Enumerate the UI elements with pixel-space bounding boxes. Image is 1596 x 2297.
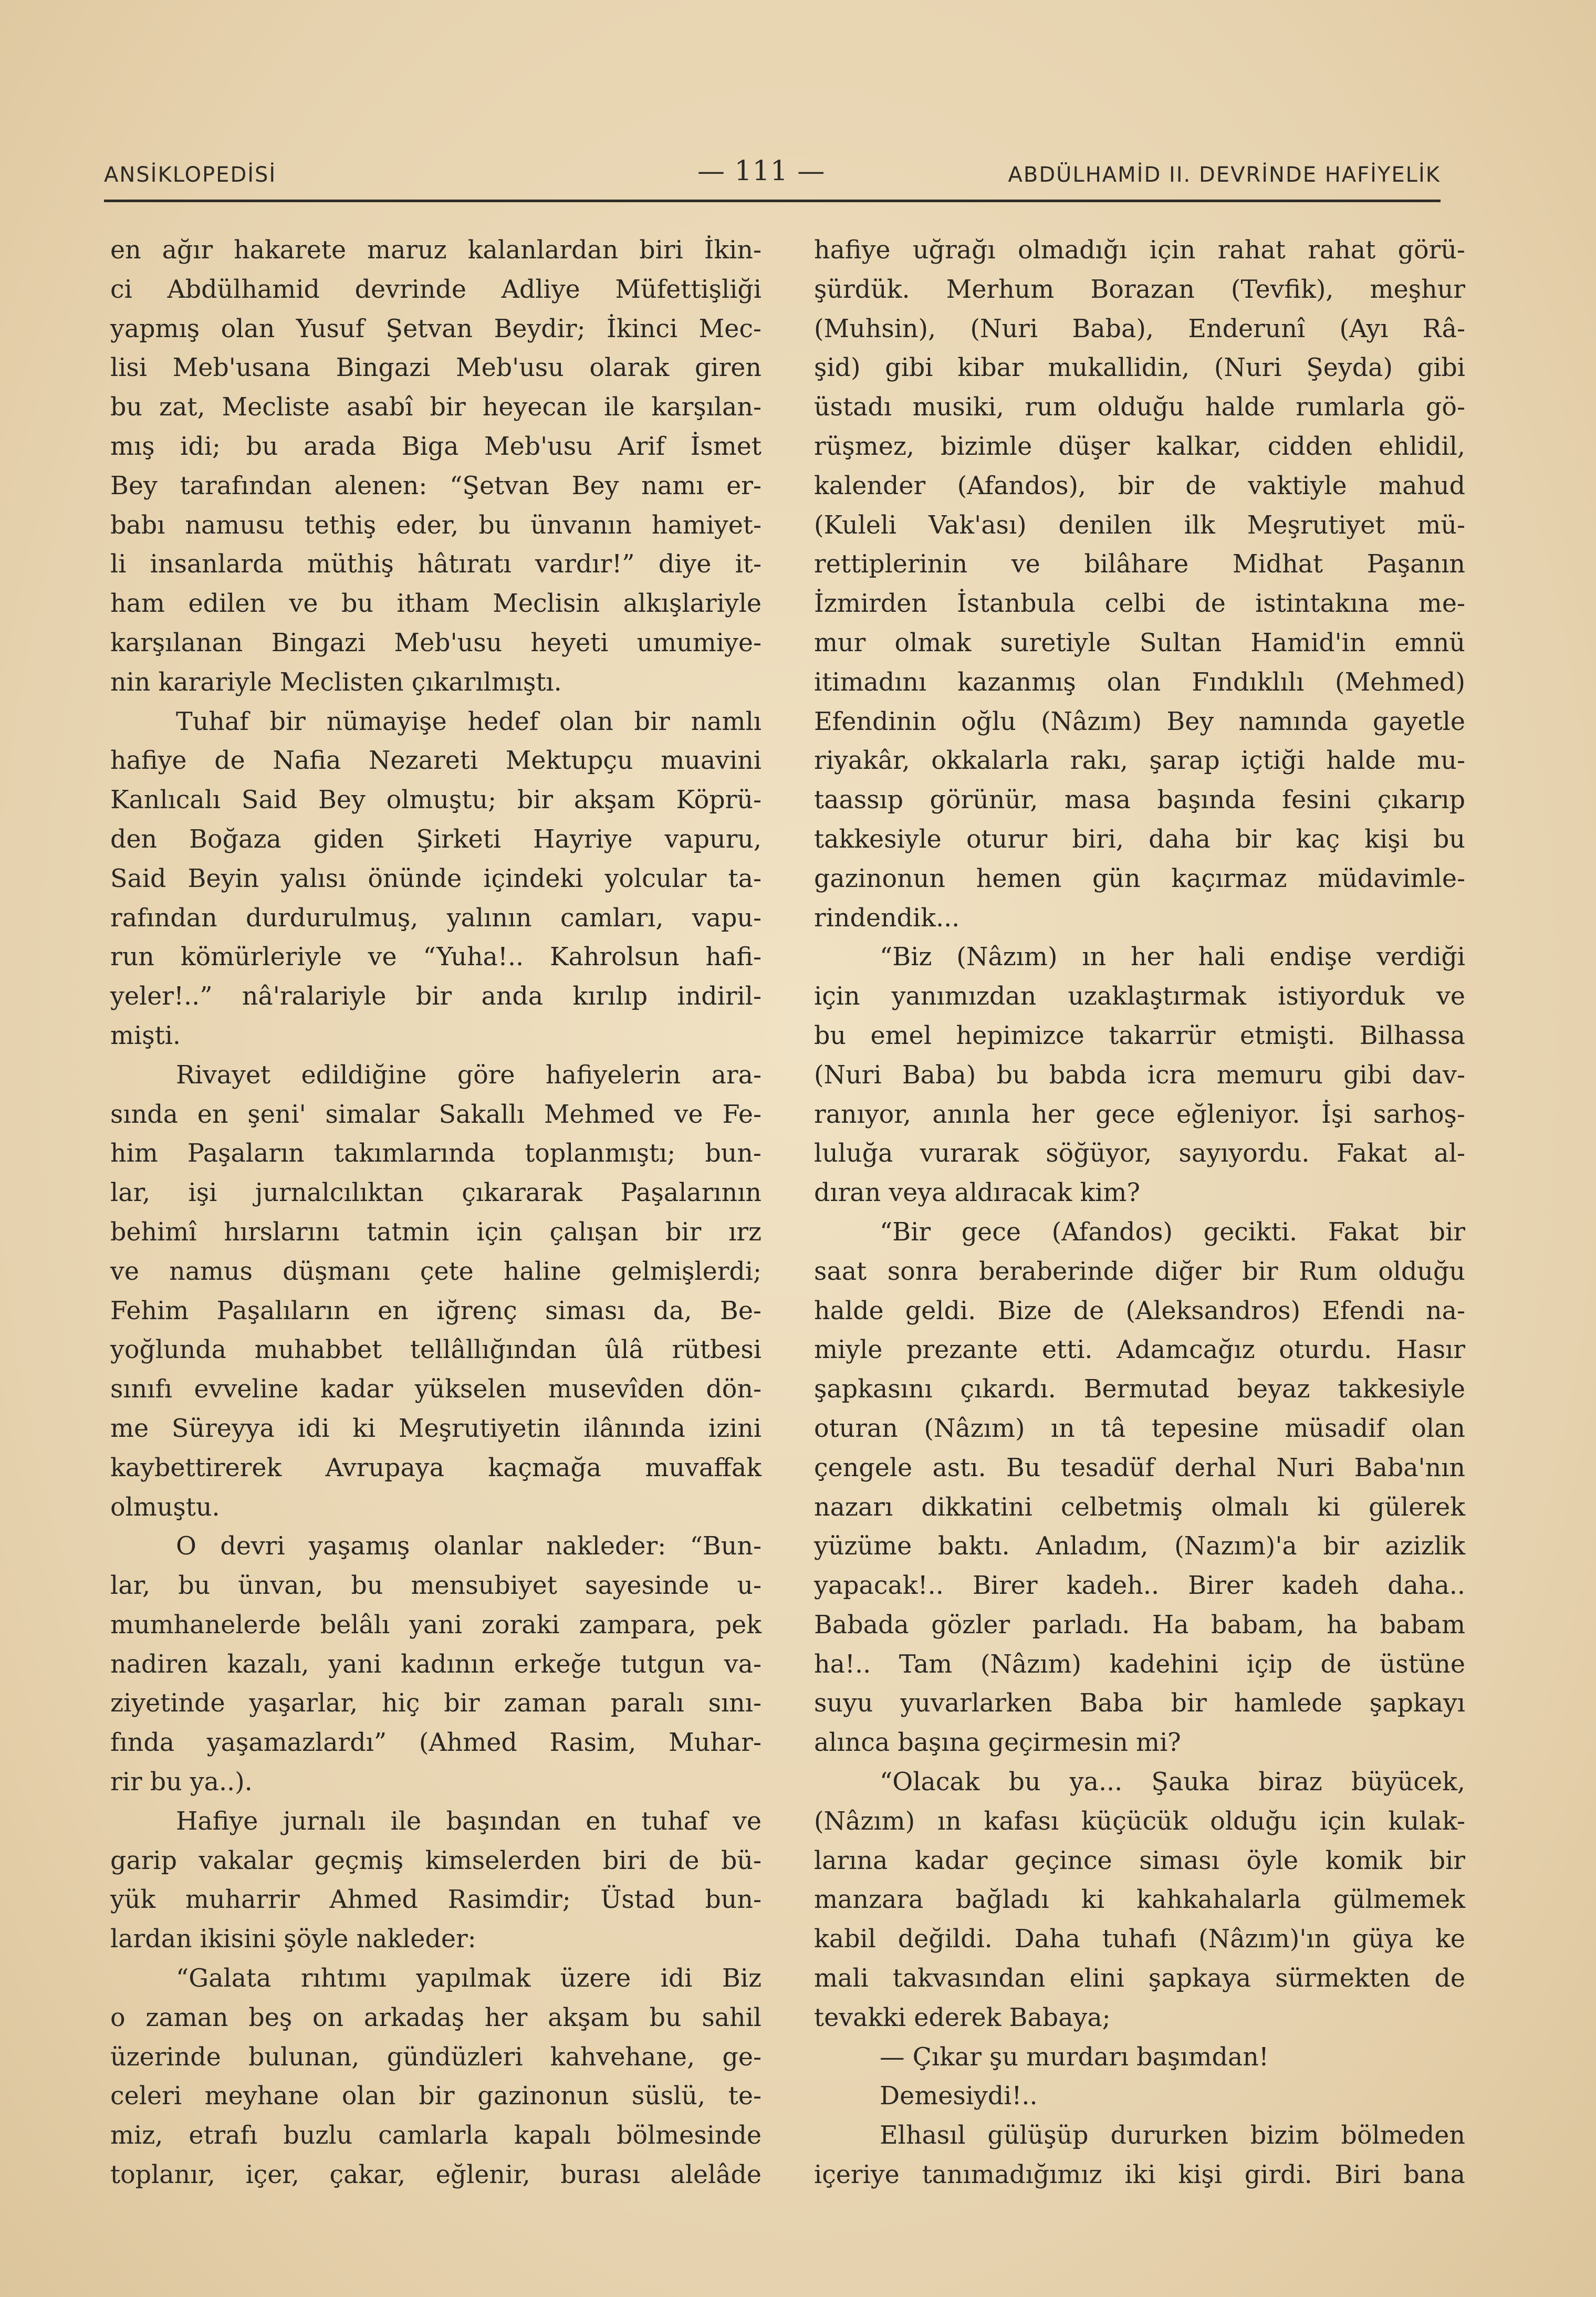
text-line: hafiye uğrağı olmadığı için rahat rahat görü- (814, 236, 1465, 265)
text-line: mur olmak suretiyle Sultan Hamid'in emnü (814, 628, 1465, 657)
text-line: o zaman beş on arkadaş her akşam bu sahil (110, 2003, 762, 2032)
text-line: ve namus düşmanı çete haline gelmişlerdi; (110, 1257, 762, 1286)
text-line: Rivayet edildiğine göre hafiyelerin ara- (176, 1060, 762, 1090)
text-line: rettiplerinin ve bilâhare Midhat Paşanın (814, 550, 1465, 579)
text-line: (Muhsin), (Nuri Baba), Enderunî (Ayı Râ- (814, 314, 1465, 343)
text-line: rir bu ya..). (110, 1768, 253, 1797)
text-line: nadiren kazalı, yani kadının erkeğe tutgun va- (110, 1649, 762, 1679)
text-line: li insanlarda müthiş hâtıratı vardır!” diye it- (110, 550, 762, 579)
text-line: miz, etrafı buzlu camlarla kapalı bölmesinde (110, 2121, 762, 2150)
text-line: luluğa vurarak söğüyor, sayıyordu. Fakat al- (814, 1139, 1465, 1168)
text-line: — Çıkar şu murdarı başımdan! (880, 2042, 1269, 2072)
text-line: üzerinde bulunan, gündüzleri kahvehane, ge- (110, 2042, 762, 2072)
text-line: lar, bu ünvan, bu mensubiyet sayesinde u- (110, 1571, 762, 1601)
page-header (104, 152, 1441, 200)
page-number: — 111 — (697, 155, 826, 187)
text-line: lar, işi jurnalcılıktan çıkararak Paşalarının (110, 1178, 762, 1208)
text-line: şapkasını çıkardı. Bermutad beyaz takkesiyle (814, 1375, 1465, 1404)
text-line: Said Beyin yalısı önünde içindeki yolcular ta- (110, 864, 762, 893)
text-line: bu emel hepimizce takarrür etmişti. Bilhassa (814, 1021, 1465, 1050)
text-line: babı namusu tethiş eder, bu ünvanın hamiyet- (110, 510, 762, 540)
text-line: “Olacak bu ya... Şauka biraz büyücek, (880, 1768, 1465, 1797)
text-line: yapacak!.. Birer kadeh.. Birer kadeh daha.. (814, 1571, 1465, 1601)
text-line: dıran veya aldıracak kim? (814, 1178, 1140, 1208)
text-line: ci Abdülhamid devrinde Adliye Müfettişliği (110, 275, 762, 304)
text-line: Demesiydi!.. (880, 2082, 1038, 2111)
text-line: oturan (Nâzım) ın tâ tepesine müsadif olan (814, 1414, 1465, 1443)
text-line: rüşmez, bizimle düşer kalkar, cidden ehlidil, (814, 432, 1465, 461)
header-rule (104, 200, 1441, 202)
text-line: (Nâzım) ın kafası küçücük olduğu için kulak- (814, 1807, 1465, 1836)
text-line: yük muharrir Ahmed Rasimdir; Üstad bun- (110, 1885, 762, 1915)
text-line: Kanlıcalı Said Bey olmuştu; bir akşam Köprü- (110, 786, 762, 815)
running-title-left: ANSİKLOPEDİSİ (104, 163, 277, 187)
text-line: itimadını kazanmış olan Fındıklılı (Mehmed) (814, 667, 1465, 697)
text-line: şid) gibi kibar mukallidin, (Nuri Şeyda) gibi (814, 353, 1465, 383)
text-line: ziyetinde yaşarlar, hiç bir zaman paralı sını- (110, 1689, 762, 1718)
text-line: ranıyor, anınla her gece eğleniyor. İşi sarhoş- (814, 1100, 1465, 1129)
text-line: Hafiye jurnalı ile başından en tuhaf ve (176, 1807, 762, 1836)
text-line: sında en şeni' simalar Sakallı Mehmed ve Fe- (110, 1100, 762, 1129)
text-line: “Galata rıhtımı yapılmak üzere idi Biz (176, 1964, 762, 1993)
text-line: riyakâr, okkalarla rakı, şarap içtiği halde mu- (814, 746, 1465, 776)
text-line: nazarı dikkatini celbetmiş olmalı ki gülerek (814, 1492, 1465, 1522)
text-line: hafiye de Nafia Nezareti Mektupçu muavini (110, 746, 762, 776)
text-line: mişti. (110, 1021, 181, 1050)
text-line: den Boğaza giden Şirketi Hayriye vapuru, (110, 824, 762, 854)
text-line: yüzüme baktı. Anladım, (Nazım)'a bir azizlik (814, 1532, 1465, 1561)
text-line: “Bir gece (Afandos) gecikti. Fakat bir (880, 1217, 1465, 1247)
text-line: fında yaşamazlardı” (Ahmed Rasim, Muhar- (110, 1728, 762, 1758)
text-line: run kömürleriyle ve “Yuha!.. Kahrolsun hafi- (110, 943, 762, 972)
text-line: içeriye tanımadığımız iki kişi girdi. Biri bana (814, 2160, 1465, 2190)
text-line: larına kadar geçince siması öyle komik bir (814, 1846, 1465, 1875)
text-line: rafından durdurulmuş, yalının camları, vapu- (110, 903, 762, 933)
text-line: takkesiyle oturur biri, daha bir kaç kişi bu (814, 824, 1465, 854)
text-line: Elhasıl gülüşüp dururken bizim bölmeden (880, 2121, 1465, 2150)
text-line: en ağır hakarete maruz kalanlardan biri İkin- (110, 236, 762, 265)
text-line: him Paşaların takımlarında toplanmıştı; bun- (110, 1139, 762, 1168)
text-line: rindendik... (814, 903, 960, 933)
text-line: üstadı musiki, rum olduğu halde rumlarla gö- (814, 393, 1465, 422)
text-line: gazinonun hemen gün kaçırmaz müdavimle- (814, 864, 1465, 893)
running-title-right: ABDÜLHAMİD II. DEVRİNDE HAFİYELİK (1008, 163, 1441, 187)
text-line: (Nuri Baba) bu babda icra memuru gibi dav- (814, 1060, 1465, 1090)
text-line: Tuhaf bir nümayişe hedef olan bir namlı (176, 707, 762, 736)
text-line: kalender (Afandos), bir de vaktiyle mahud (814, 471, 1465, 500)
text-line: toplanır, içer, çakar, eğlenir, burası alelâde (110, 2160, 762, 2190)
text-line: mış idi; bu arada Biga Meb'usu Arif İsmet (110, 432, 762, 461)
text-line: olmuştu. (110, 1492, 220, 1522)
text-line: mali takvasından elini şapkaya sürmekten de (814, 1964, 1465, 1993)
text-line: celeri meyhane olan bir gazinonun süslü, te- (110, 2082, 762, 2111)
text-line: manzara bağladı ki kahkahalarla gülmemek (814, 1885, 1465, 1915)
text-line: ha!.. Tam (Nâzım) kadehini içip de üstüne (814, 1649, 1465, 1679)
text-line: Efendinin oğlu (Nâzım) Bey namında gayetle (814, 707, 1465, 736)
text-line: İzmirden İstanbula celbi de istintakına me- (814, 589, 1465, 619)
text-line: Fehim Paşalıların en iğrenç siması da, Be- (110, 1296, 762, 1325)
text-line: Babada gözler parladı. Ha babam, ha babam (814, 1610, 1465, 1640)
text-line: taassıp görünür, masa başında fesini çıkarıp (814, 786, 1465, 815)
text-line: halde geldi. Bize de (Aleksandros) Efendi na- (814, 1296, 1465, 1325)
text-line: kabil değildi. Daha tuhafı (Nâzım)'ın güya ke (814, 1925, 1465, 1954)
text-line: nin karariyle Meclisten çıkarılmıştı. (110, 667, 562, 697)
text-line: “Biz (Nâzım) ın her hali endişe verdiği (880, 943, 1465, 972)
text-line: alınca başına geçirmesin mi? (814, 1728, 1181, 1758)
text-line: çengele astı. Bu tesadüf derhal Nuri Baba'nın (814, 1453, 1465, 1482)
text-line: mumhanelerde belâlı yani zoraki zampara, pek (110, 1610, 762, 1640)
text-line: bu zat, Mecliste asabî bir heyecan ile karşılan- (110, 393, 762, 422)
text-line: (Kuleli Vak'ası) denilen ilk Meşrutiyet mü- (814, 510, 1465, 540)
text-line: için yanımızdan uzaklaştırmak istiyorduk ve (814, 982, 1465, 1011)
text-line: garip vakalar geçmiş kimselerden biri de bü- (110, 1846, 762, 1875)
text-line: lisi Meb'usana Bingazi Meb'usu olarak giren (110, 353, 762, 383)
text-line: lardan ikisini şöyle nakleder: (110, 1925, 476, 1954)
text-line: tevakki ederek Babaya; (814, 2003, 1111, 2032)
left-column (110, 231, 762, 2195)
text-line: kaybettirerek Avrupaya kaçmağa muvaffak (110, 1453, 762, 1482)
text-line: saat sonra beraberinde diğer bir Rum olduğu (814, 1257, 1465, 1286)
text-line: yoğlunda muhabbet tellâllığından ûlâ rütbesi (110, 1335, 762, 1365)
text-line: me Süreyya idi ki Meşrutiyetin ilânında izini (110, 1414, 762, 1443)
text-line: O devri yaşamış olanlar nakleder: “Bun- (176, 1532, 762, 1561)
right-column (814, 231, 1465, 2195)
text-line: miyle prezante etti. Adamcağız oturdu. Hasır (814, 1335, 1465, 1365)
text-line: şürdük. Merhum Borazan (Tevfik), meşhur (814, 275, 1465, 304)
text-line: ham edilen ve bu itham Meclisin alkışlariyle (110, 589, 762, 619)
text-line: sınıfı evveline kadar yükselen musevîden dön- (110, 1375, 762, 1404)
text-line: karşılanan Bingazi Meb'usu heyeti umumiye- (110, 628, 762, 657)
text-line: yapmış olan Yusuf Şetvan Beydir; İkinci Mec- (110, 314, 762, 343)
text-line: suyu yuvarlarken Baba bir hamlede şapkayı (814, 1689, 1465, 1718)
text-line: yeler!..” nâ'ralariyle bir anda kırılıp indiril- (110, 982, 762, 1011)
text-line: behimî hırslarını tatmin için çalışan bir ırz (110, 1217, 762, 1247)
text-line: Bey tarafından alenen: “Şetvan Bey namı er- (110, 471, 762, 500)
